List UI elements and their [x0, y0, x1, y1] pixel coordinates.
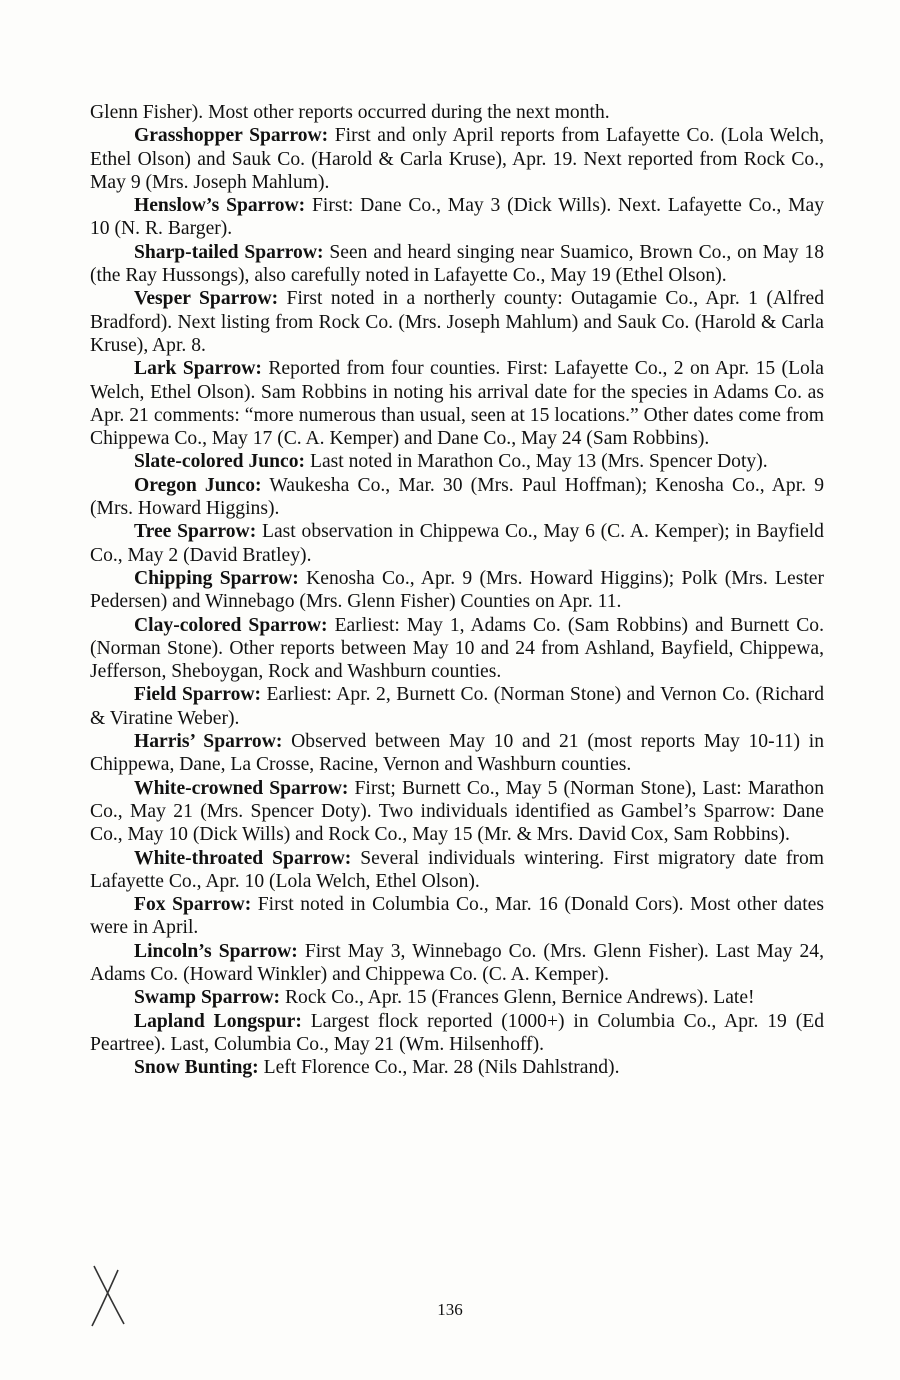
- species-name: White-throated Sparrow:: [134, 847, 352, 869]
- species-name: Field Sparrow:: [134, 684, 262, 706]
- species-entry: [90, 567, 824, 614]
- species-entry: [90, 124, 824, 194]
- species-notes: Rock Co., Apr. 15 (Frances Glenn, Bernice Andrews). Late!: [280, 987, 755, 1009]
- species-entry: [90, 777, 824, 847]
- species-name: Lark Sparrow:: [134, 358, 262, 380]
- continuation-paragraph: Glenn Fisher). Most other reports occurred during the next month.: [90, 102, 610, 123]
- species-name: Tree Sparrow:: [134, 521, 257, 543]
- species-entry: [90, 730, 824, 777]
- species-notes: First May 3, Winnebago Co. (Mrs. Glenn Fisher). Last May 24, Adams Co. (Howard Winkler) and Chippewa Co. (C. A. Kemper).: [90, 940, 824, 985]
- species-notes: Largest flock reported (1000+) in Columbia Co., Apr. 19 (Ed Peartree). Last, Columbia Co., May 21 (Wm. Hilsenhoff).: [90, 1010, 824, 1055]
- species-entry: [90, 1010, 824, 1057]
- species-entry: [90, 287, 824, 357]
- species-entry: [90, 520, 824, 567]
- handwritten-x-mark: [88, 1262, 132, 1332]
- species-entry: [90, 986, 824, 1009]
- species-notes: Last observation in Chippewa Co., May 6 (C. A. Kemper); in Bayfield Co., May 2 (David Bratley).: [90, 521, 824, 566]
- species-entry: [90, 357, 824, 450]
- species-name: Chipping Sparrow:: [134, 567, 299, 589]
- species-name: White-crowned Sparrow:: [134, 777, 349, 799]
- species-name: Vesper Sparrow:: [134, 288, 279, 310]
- species-notes: Several individuals wintering. First migratory date from Lafayette Co., Apr. 10 (Lola Welch, Ethel Olson).: [90, 847, 824, 892]
- species-notes: Left Florence Co., Mar. 28 (Nils Dahlstrand).: [258, 1057, 620, 1079]
- species-name: Snow Bunting:: [134, 1057, 259, 1079]
- page-number: 136: [437, 1300, 463, 1319]
- species-entry: [90, 194, 824, 241]
- species-name: Swamp Sparrow:: [134, 987, 281, 1009]
- species-name: Harris’ Sparrow:: [134, 731, 283, 753]
- species-name: Grasshopper Sparrow:: [134, 125, 329, 147]
- species-notes: Earliest: May 1, Adams Co. (Sam Robbins) and Burnett Co. (Norman Stone). Other reports between May 10 and 24 from Ashland, Bayfield, Chippewa, Jefferson, Sheboygan, Rock and Washburn counties.: [90, 614, 824, 683]
- species-entries: [90, 124, 824, 1079]
- species-name: Sharp-tailed Sparrow:: [134, 241, 324, 263]
- species-notes: First; Burnett Co., May 5 (Norman Stone), Last: Marathon Co., May 21 (Mrs. Spencer Doty). Two individuals identified as Gambel’s Sparrow: Dane Co., May 10 (Dick Wills) and Rock Co., May 15 (Mr. & Mrs. David Cox, Sam Robbins).: [90, 777, 824, 846]
- species-notes: Last noted in Marathon Co., May 13 (Mrs. Spencer Doty).: [305, 451, 768, 473]
- species-notes: Waukesha Co., Mar. 30 (Mrs. Paul Hoffman); Kenosha Co., Apr. 9 (Mrs. Howard Higgins).: [90, 474, 824, 520]
- species-entry: [90, 847, 824, 894]
- species-notes: Kenosha Co., Apr. 9 (Mrs. Howard Higgins); Polk (Mrs. Lester Pedersen) and Winnebago (Mrs. Glenn Fisher) Counties on Apr. 11.: [90, 567, 824, 613]
- species-entry: [90, 241, 824, 288]
- species-entry: [90, 940, 824, 987]
- species-notes: Seen and heard singing near Suamico, Brown Co., on May 18 (the Ray Hussongs), also carefully noted in Lafayette Co., May 19 (Ethel Olson).: [90, 241, 824, 287]
- species-entry: [90, 614, 824, 684]
- species-notes: Reported from four counties. First: Lafayette Co., 2 on Apr. 15 (Lola Welch, Ethel Olson). Sam Robbins in noting his arrival date for the species in Adams Co. as Apr. 21 comments: “more numerous than usual, seen at 15 locations.” Other dates come from Chippewa Co., May 17 (C. A. Kemper) and Dane Co., May 24 (Sam Robbins).: [90, 358, 824, 450]
- species-name: Clay-colored Sparrow:: [134, 614, 328, 636]
- species-name: Lapland Longspur:: [134, 1010, 302, 1032]
- species-name: Fox Sparrow:: [134, 894, 252, 916]
- species-notes: Observed between May 10 and 21 (most reports May 10-11) in Chippewa, Dane, La Crosse, Racine, Vernon and Washburn counties.: [90, 731, 824, 776]
- species-notes: First and only April reports from Lafayette Co. (Lola Welch, Ethel Olson) and Sauk Co. (Harold & Carla Kruse), Apr. 19. Next reported from Rock Co., May 9 (Mrs. Joseph Mahlum).: [90, 125, 824, 193]
- species-entry: [90, 1056, 824, 1079]
- species-name: Henslow’s Sparrow:: [134, 195, 306, 217]
- species-notes: First: Dane Co., May 3 (Dick Wills). Next. Lafayette Co., May 10 (N. R. Barger).: [90, 195, 824, 240]
- species-entry: [90, 893, 824, 940]
- species-name: Lincoln’s Sparrow:: [134, 940, 298, 962]
- species-entry: [90, 450, 824, 473]
- page-body: [90, 101, 824, 1079]
- species-name: Oregon Junco:: [134, 474, 262, 496]
- species-notes: Earliest: Apr. 2, Burnett Co. (Norman Stone) and Vernon Co. (Richard & Viratine Weber).: [90, 684, 825, 729]
- species-notes: First noted in Columbia Co., Mar. 16 (Donald Cors). Most other dates were in April.: [90, 894, 824, 939]
- species-name: Slate-colored Junco:: [134, 451, 306, 473]
- species-entry: [90, 474, 824, 521]
- species-notes: First noted in a northerly county: Outagamie Co., Apr. 1 (Alfred Bradford). Next listing from Rock Co. (Mrs. Joseph Mahlum) and Sauk Co. (Harold & Carla Kruse), Apr. 8.: [90, 288, 825, 356]
- species-entry: [90, 683, 824, 730]
